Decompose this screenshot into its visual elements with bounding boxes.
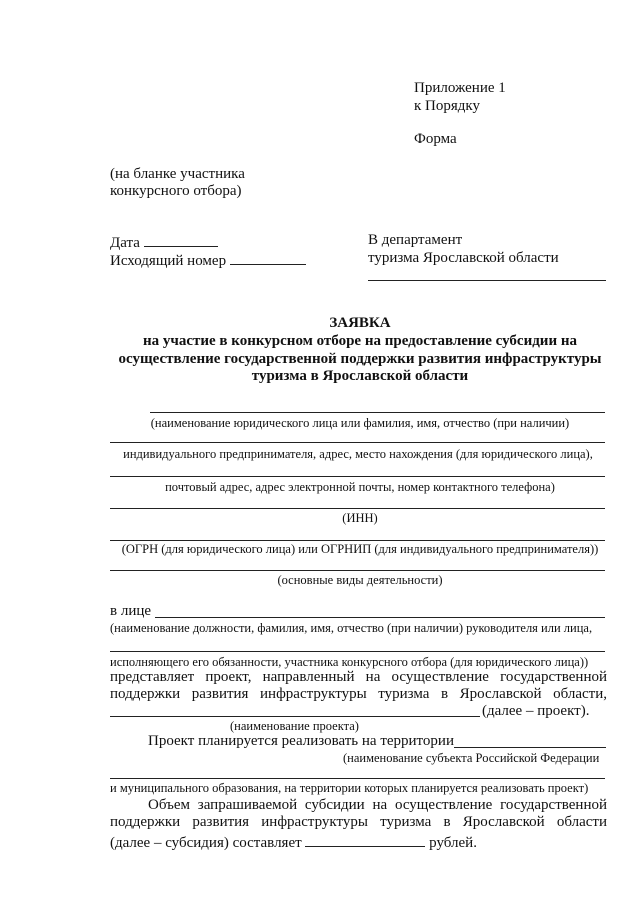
activities-line[interactable] [110,570,605,571]
applicant-contacts-line[interactable] [110,476,605,477]
addressee-line2: туризма Ярославской области [368,250,559,266]
caption-applicant-address: индивидуального предпринимателя, адрес, место нахождения (для юридического лица), [123,447,593,461]
document-subtitle-line1: на участие в конкурсном отборе на предоставление субсидии на [143,333,577,349]
subsidy-amount-label: (далее – субсидия) составляет [110,835,302,851]
caption-head-duties: исполняющего его обязанности, участника конкурсного отбора (для юридического лица)) [110,655,589,669]
project-paragraph-end: (далее – проект). [482,703,590,719]
letterhead-note-line1: (на бланке участника [110,166,245,182]
project-paragraph-line1: представляет проект, направленный на осуществление государственной [110,669,607,685]
territory-line[interactable] [454,747,606,748]
municipal-line[interactable] [110,778,605,779]
outgoing-number-blank[interactable] [230,250,306,265]
caption-inn: (ИНН) [342,511,378,525]
caption-project-name: (наименование проекта) [230,719,359,733]
form-label: Форма [414,131,457,147]
subsidy-amount-field [110,832,477,852]
date-label: Дата [110,235,140,251]
appendix-number: Приложение 1 [414,80,506,96]
date-blank[interactable] [144,232,218,247]
representative-details-line[interactable] [110,651,605,652]
subsidy-paragraph-line2: поддержки развития инфраструктуры туризма в Ярославской области [110,814,607,830]
date-field [110,232,218,252]
outgoing-number-field [110,250,306,270]
document-subtitle-line3: туризма в Ярославской области [251,368,469,384]
subsidy-paragraph-line1: Объем запрашиваемой субсидии на осуществление государственной [148,797,607,813]
applicant-name-line[interactable] [150,412,605,413]
ogrn-line[interactable] [110,540,605,541]
outgoing-number-label: Исходящий номер [110,253,227,269]
caption-applicant-contacts: почтовый адрес, адрес электронной почты, номер контактного телефона) [165,480,555,494]
caption-applicant-name: (наименование юридического лица или фамилия, имя, отчество (при наличии) [150,416,570,430]
addressee-blank-line[interactable] [368,280,606,281]
caption-territory: (наименование субъекта Российской Федерации [343,751,600,765]
in-person-label: в лице [110,603,152,619]
document-title: ЗАЯВКА [329,315,391,331]
applicant-details-line[interactable] [110,442,605,443]
inn-line[interactable] [110,508,605,509]
appendix-reference: к Порядку [414,98,480,114]
document-subtitle-line2: осуществление государственной поддержки развития инфраструктуры [118,351,602,367]
caption-activities: (основные виды деятельности) [277,573,443,587]
caption-ogrn: (ОГРН (для юридического лица) или ОГРНИП (для индивидуального предпринимателя)) [121,542,599,556]
currency-label: рублей. [429,835,477,851]
project-name-line[interactable] [110,716,480,717]
representative-line[interactable] [155,617,605,618]
caption-head-position: (наименование должности, фамилия, имя, отчество (при наличии) руководителя или лица, [110,621,593,635]
caption-municipal: и муниципального образования, на территории которых планируется реализовать проект) [110,781,589,795]
subsidy-amount-blank[interactable] [305,832,425,847]
project-paragraph-line2: поддержки развития инфраструктуры туризма в Ярославской области, [110,686,607,702]
territory-text: Проект планируется реализовать на территории [148,733,454,749]
addressee-line1: В департамент [368,232,463,248]
letterhead-note-line2: конкурсного отбора) [110,183,242,199]
